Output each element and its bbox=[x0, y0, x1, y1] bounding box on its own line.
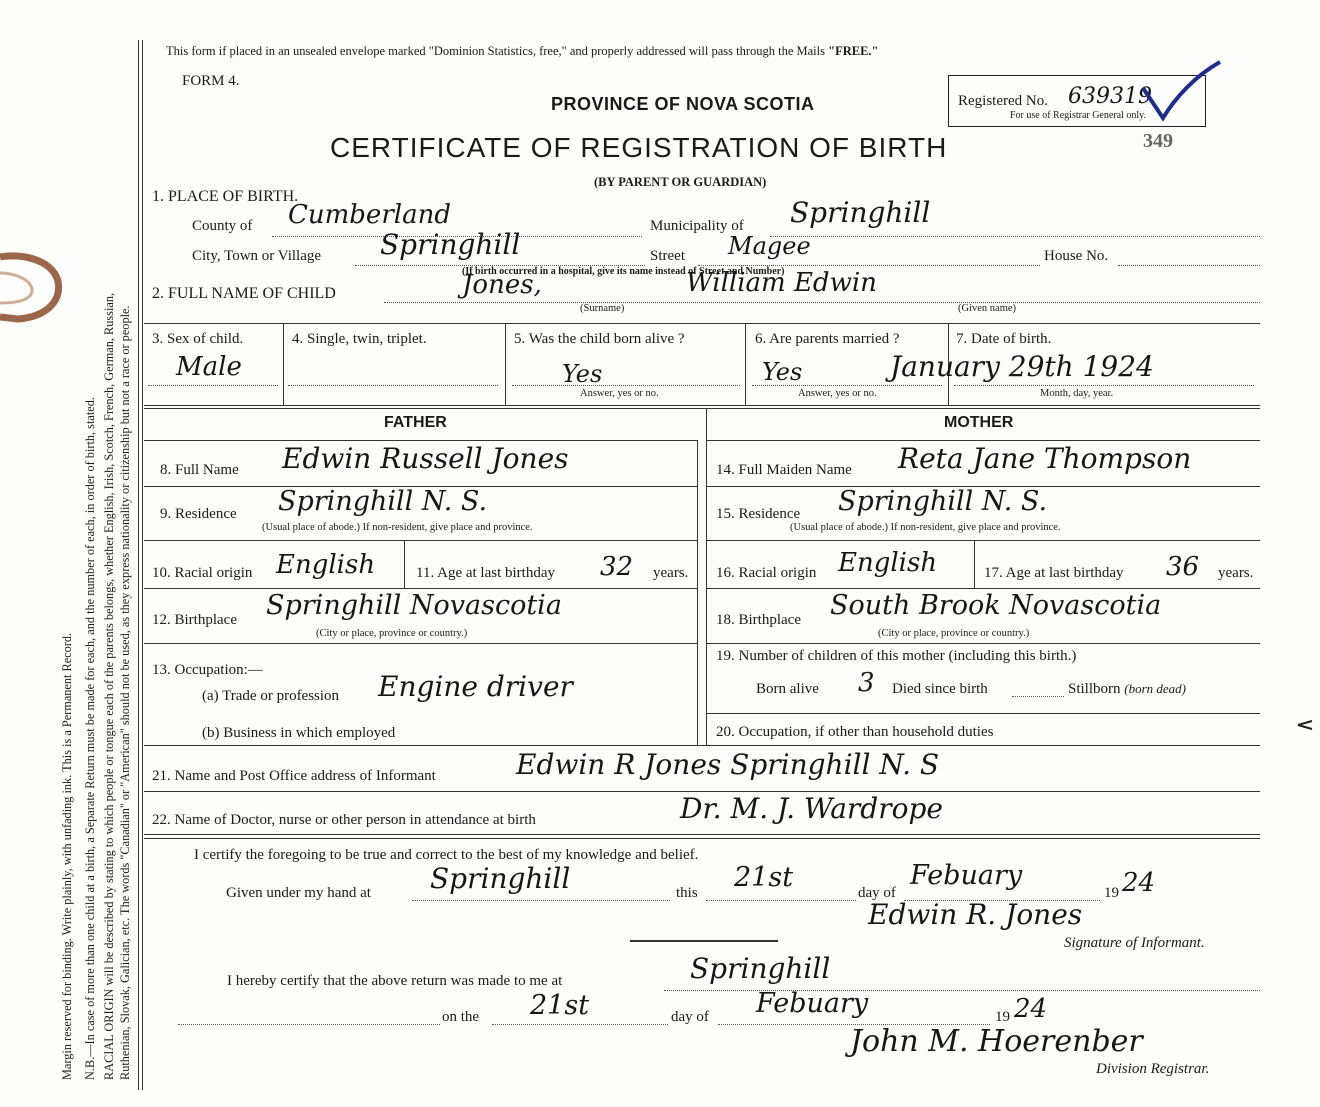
mother-died-label: Died since birth bbox=[892, 681, 988, 697]
mother-stillborn-label bbox=[1068, 681, 1186, 698]
given-year-value: 24 bbox=[1122, 868, 1156, 898]
city-value: Springhill bbox=[380, 228, 521, 261]
informant-signature: Edwin R. Jones bbox=[868, 898, 1083, 931]
margin-rule-inner bbox=[142, 40, 143, 1090]
rule-f9 bbox=[144, 540, 697, 541]
born-alive-value: Yes bbox=[562, 360, 603, 388]
mother-birthplace-caption: (City or place, province or country.) bbox=[878, 628, 1030, 639]
born-alive-caption: Answer, yes or no. bbox=[580, 388, 659, 399]
on-the-label: on the bbox=[442, 1009, 480, 1025]
margin-note-1: Margin reserved for binding. Write plainly, with unfading ink. This is a Permanent Record. bbox=[60, 632, 74, 1080]
house-label: House No. bbox=[1044, 248, 1109, 264]
margin-note-3: RACIAL ORIGIN will be described by stating to which people or tongue each of the parents belongs, whether English, Irish, Scotch, French, German, Russian, bbox=[102, 292, 116, 1080]
mother-residence-label: 15. Residence bbox=[716, 506, 801, 522]
given-caption: (Given name) bbox=[958, 303, 1017, 314]
rule-row3-bottom bbox=[144, 405, 1260, 406]
registrar-month-value: Febuary bbox=[756, 988, 869, 1019]
father-residence-caption: (Usual place of abode.) If non-resident, give place and province. bbox=[262, 522, 533, 533]
mother-birthplace-value: South Brook Novascotia bbox=[830, 590, 1162, 621]
rule-row3-v2 bbox=[505, 323, 506, 405]
certify-text: I certify the foregoing to be true and correct to the best of my knowledge and belief. bbox=[194, 847, 699, 863]
stamp-number: 349 bbox=[1143, 130, 1173, 152]
father-residence-value: Springhill N. S. bbox=[278, 486, 488, 517]
father-business-label: (b) Business in which employed bbox=[202, 725, 396, 741]
margin-rule bbox=[138, 40, 139, 1090]
street-value: Magee bbox=[728, 232, 811, 260]
registrar-place-line bbox=[664, 990, 1260, 991]
registrar-day-line bbox=[492, 1024, 668, 1025]
registrar-signature: John M. Hoerenber bbox=[850, 1024, 1143, 1059]
given-label: Given under my hand at bbox=[226, 885, 371, 901]
municipality-line bbox=[770, 236, 1260, 237]
father-age-value: 32 bbox=[600, 552, 634, 582]
registrar-lead-line bbox=[178, 1024, 440, 1025]
rule-row3-v3 bbox=[745, 323, 746, 405]
sex-label: 3. Sex of child. bbox=[152, 331, 244, 347]
form-number: FORM 4. bbox=[182, 73, 240, 89]
rule-center-b bbox=[706, 408, 707, 745]
rule-f11 bbox=[144, 588, 697, 589]
parents-married-label: 6. Are parents married ? bbox=[755, 331, 900, 347]
day-line bbox=[706, 900, 856, 901]
father-trade-label: (a) Trade or profession bbox=[202, 688, 340, 704]
father-name-value: Edwin Russell Jones bbox=[282, 442, 569, 475]
rule-f10 bbox=[404, 540, 405, 588]
registrar-year-prefix: 19 bbox=[995, 1009, 1010, 1025]
mother-residence-caption: (Usual place of abode.) If non-resident, give place and province. bbox=[790, 522, 1061, 533]
father-residence-label: 9. Residence bbox=[160, 506, 237, 522]
multiplicity-line bbox=[288, 385, 498, 386]
rule-f12 bbox=[144, 643, 697, 644]
mother-age-value: 36 bbox=[1166, 552, 1200, 582]
rule-father-top bbox=[144, 440, 697, 441]
doctor-label: 22. Name of Doctor, nurse or other person in attendance at birth bbox=[152, 812, 536, 828]
mother-residence-value: Springhill N. S. bbox=[838, 486, 1048, 517]
street-label: Street bbox=[650, 248, 685, 264]
given-day-value: 21st bbox=[734, 862, 794, 893]
this-label: this bbox=[676, 885, 698, 901]
sex-value: Male bbox=[176, 352, 242, 382]
mother-occupation-label: 20. Occupation, if other than household duties bbox=[716, 724, 994, 740]
certificate-title: CERTIFICATE OF REGISTRATION OF BIRTH bbox=[330, 132, 948, 163]
child-name-line bbox=[384, 302, 1260, 303]
registrar-caption: Division Registrar. bbox=[1096, 1061, 1210, 1077]
rule-center-a bbox=[697, 440, 698, 745]
father-trade-value: Engine driver bbox=[378, 670, 573, 703]
parents-married-value: Yes bbox=[762, 358, 803, 386]
mail-notice-free: "FREE." bbox=[828, 44, 879, 58]
registrar-certify-text: I hereby certify that the above return was made to me at bbox=[227, 973, 563, 989]
mother-years-label: years. bbox=[1218, 565, 1254, 581]
registrar-place-value: Springhill bbox=[690, 952, 831, 985]
father-birthplace-caption: (City or place, province or country.) bbox=[316, 628, 468, 639]
mother-age-label: 17. Age at last birthday bbox=[984, 565, 1124, 581]
rule-22a bbox=[144, 834, 1260, 835]
surname-caption: (Surname) bbox=[580, 303, 625, 314]
born-alive-label: 5. Was the child born alive ? bbox=[514, 331, 685, 347]
county-value: Cumberland bbox=[288, 200, 451, 230]
child-name-label: 2. FULL NAME OF CHILD bbox=[152, 285, 336, 302]
informant-signature-caption: Signature of Informant. bbox=[1064, 935, 1205, 951]
father-age-label: 11. Age at last birthday bbox=[416, 565, 555, 581]
rule-m19 bbox=[706, 713, 1260, 714]
father-years-label: years. bbox=[653, 565, 689, 581]
parents-married-caption: Answer, yes or no. bbox=[798, 388, 877, 399]
mother-heading: MOTHER bbox=[944, 414, 1014, 431]
registrar-note: For use of Registrar General only. bbox=[1010, 110, 1146, 121]
rule-cert-separator bbox=[630, 940, 778, 942]
father-occupation-label: 13. Occupation:— bbox=[152, 662, 263, 678]
multiplicity-label: 4. Single, twin, triplet. bbox=[292, 331, 427, 347]
mother-name-label: 14. Full Maiden Name bbox=[716, 462, 852, 478]
year-prefix: 19 bbox=[1104, 885, 1119, 901]
certificate-subtitle: (BY PARENT OR GUARDIAN) bbox=[594, 175, 767, 189]
informant-label: 21. Name and Post Office address of Informant bbox=[152, 768, 436, 784]
father-heading: FATHER bbox=[384, 414, 447, 431]
father-racial-value: English bbox=[276, 550, 376, 580]
rule-m17 bbox=[706, 588, 1260, 589]
margin-note-4: Ruthenian, Slovak, Galician, etc. The words "Canadian" or "American" should not be used, as they express nationality or citizenship but not a race or people. bbox=[118, 305, 132, 1080]
hospital-note: (If birth occurred in a hospital, give its name instead of Street and Number) bbox=[462, 266, 785, 277]
father-name-label: 8. Full Name bbox=[160, 462, 239, 478]
mother-racial-label: 16. Racial origin bbox=[716, 565, 817, 581]
parents-married-line bbox=[752, 385, 942, 386]
rule-headers bbox=[144, 408, 1260, 409]
rule-row3-top bbox=[144, 323, 1260, 324]
stillborn-label: Stillborn bbox=[1068, 681, 1121, 697]
rule-mother-top bbox=[706, 440, 1260, 441]
municipality-value: Springhill bbox=[790, 196, 931, 229]
given-month-value: Febuary bbox=[910, 860, 1023, 891]
died-line bbox=[1012, 696, 1064, 697]
registered-number: 639319 bbox=[1068, 84, 1152, 109]
doctor-value: Dr. M. J. Wardrope bbox=[680, 792, 943, 825]
father-racial-label: 10. Racial origin bbox=[152, 565, 253, 581]
father-birthplace-label: 12. Birthplace bbox=[152, 612, 237, 628]
mail-notice bbox=[166, 44, 878, 59]
given-place-value: Springhill bbox=[430, 862, 571, 895]
rule-row3-v1 bbox=[283, 323, 284, 405]
sex-line bbox=[148, 385, 278, 386]
date-of-birth-caption: Month, day, year. bbox=[1040, 388, 1114, 399]
mother-children-label: 19. Number of children of this mother (including this birth.) bbox=[716, 648, 1077, 664]
registrar-day-value: 21st bbox=[530, 990, 590, 1021]
rule-m18 bbox=[706, 643, 1260, 644]
rule-section-end bbox=[144, 745, 1260, 746]
municipality-label: Municipality of bbox=[650, 218, 744, 234]
date-of-birth-line bbox=[954, 385, 1254, 386]
house-line bbox=[1118, 265, 1260, 266]
mother-racial-value: English bbox=[838, 548, 938, 578]
rule-m15 bbox=[706, 540, 1260, 541]
rule-m16 bbox=[974, 540, 975, 588]
city-label: City, Town or Village bbox=[192, 248, 322, 264]
place-of-birth-heading: 1. PLACE OF BIRTH. bbox=[152, 188, 299, 205]
date-of-birth-label: 7. Date of birth. bbox=[956, 331, 1052, 347]
mother-birthplace-label: 18. Birthplace bbox=[716, 612, 801, 628]
child-given-value: William Edwin bbox=[686, 268, 877, 298]
day-of-label: day of bbox=[858, 885, 896, 901]
rule-22b bbox=[144, 838, 1260, 839]
stillborn-note: (born dead) bbox=[1124, 681, 1187, 696]
registered-label: Registered No. bbox=[958, 93, 1048, 109]
born-alive-line bbox=[512, 385, 740, 386]
given-place-line bbox=[412, 900, 670, 901]
county-label: County of bbox=[192, 218, 253, 234]
province-heading: PROVINCE OF NOVA SCOTIA bbox=[551, 94, 815, 114]
registrar-year-value: 24 bbox=[1014, 994, 1048, 1024]
binding-punch-mark bbox=[0, 245, 70, 325]
checkmark-icon bbox=[1135, 58, 1225, 128]
arrow-mark-icon bbox=[1296, 718, 1316, 732]
informant-value: Edwin R Jones Springhill N. S bbox=[516, 748, 940, 781]
child-surname-value: Jones, bbox=[462, 270, 542, 300]
mail-notice-text: This form if placed in an unsealed envelope marked "Dominion Statistics, free," and properly addressed will pass through the Mails bbox=[166, 44, 829, 58]
mother-born-alive-label: Born alive bbox=[756, 681, 819, 697]
mother-name-value: Reta Jane Thompson bbox=[898, 442, 1192, 475]
date-of-birth-value: January 29th 1924 bbox=[890, 350, 1154, 383]
registrar-day-of-label: day of bbox=[671, 1009, 709, 1025]
mother-born-alive-value: 3 bbox=[858, 668, 875, 698]
margin-note-2: N.B.—In case of more than one child at a birth, a Separate Return must be made for each, and the number of each, in order of birth, stated. bbox=[83, 397, 97, 1080]
father-birthplace-value: Springhill Novascotia bbox=[266, 590, 562, 621]
